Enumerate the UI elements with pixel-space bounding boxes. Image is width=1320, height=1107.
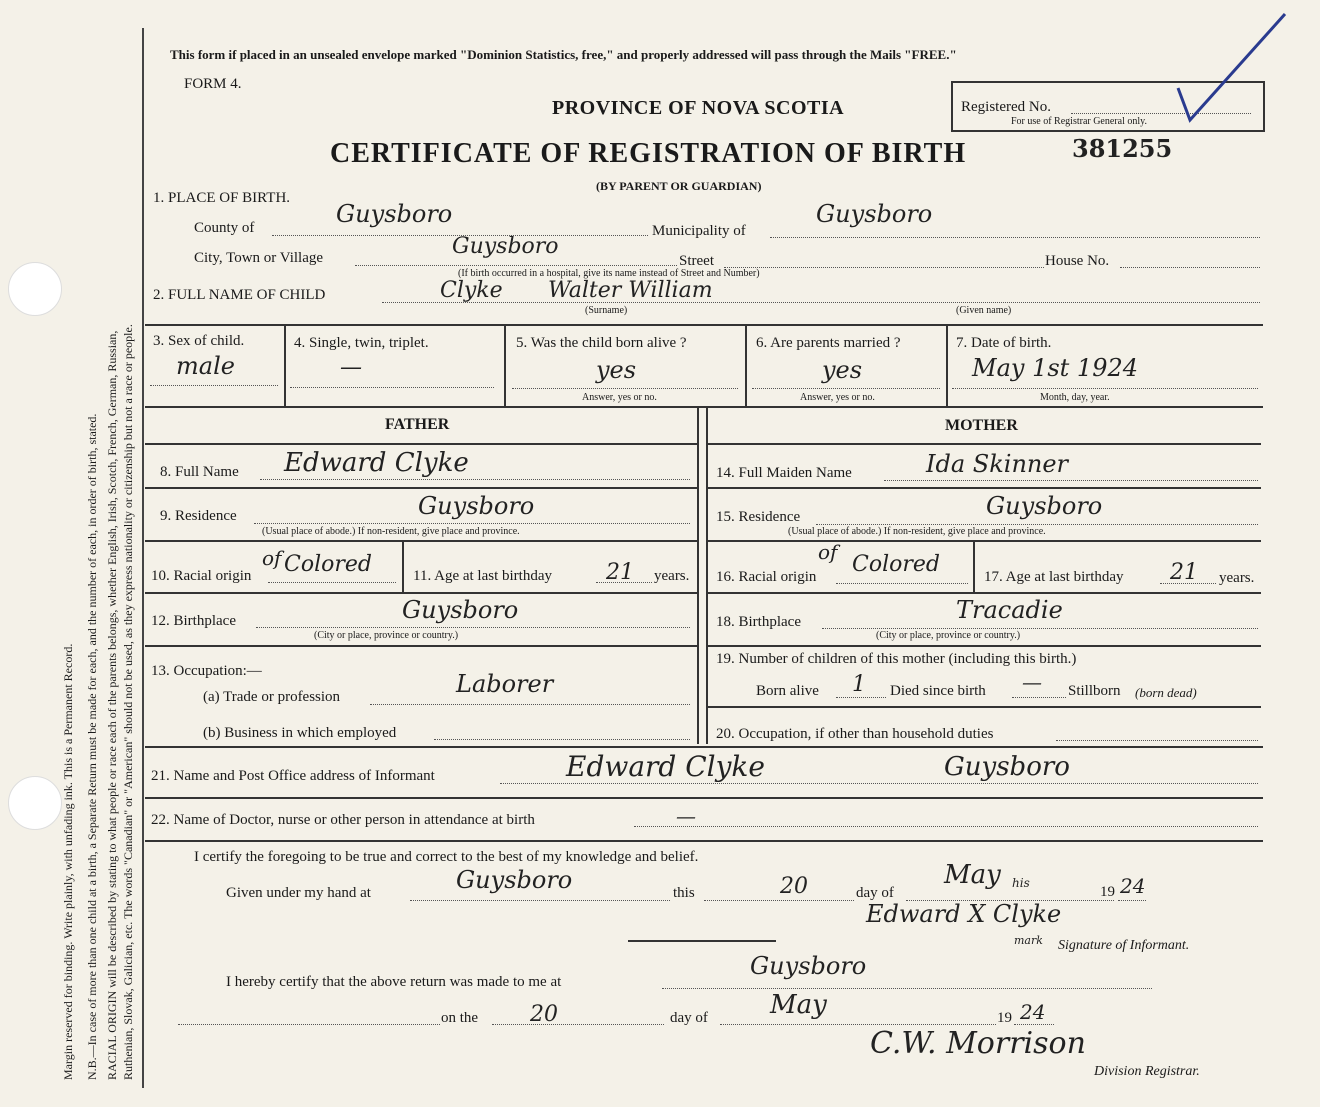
- rule: [145, 324, 1263, 326]
- rule: [402, 540, 404, 592]
- rule: [145, 840, 1263, 842]
- child-name-label: 2. FULL NAME OF CHILD: [153, 287, 326, 303]
- father-race-line: [268, 582, 396, 583]
- street-label: Street: [679, 253, 714, 269]
- mother-birthplace-line: [822, 628, 1258, 629]
- on-the-lead-line: [178, 1024, 440, 1025]
- father-occupation-label: 13. Occupation:—: [151, 663, 262, 679]
- informant-address-value: Guysboro: [944, 752, 1070, 782]
- father-trade-label: (a) Trade or profession: [203, 689, 341, 705]
- father-residence-line: [254, 523, 690, 524]
- municipality-label: Municipality of: [652, 223, 746, 239]
- mother-residence-label: 15. Residence: [716, 509, 801, 525]
- rule: [145, 443, 697, 445]
- municipality-value: Guysboro: [816, 200, 933, 228]
- dob-value: May 1st 1924: [972, 354, 1139, 382]
- died-since-birth-line: [1012, 697, 1066, 698]
- mother-children-label: 19. Number of children of this mother (including this birth.): [716, 651, 1077, 667]
- born-alive-count-line: [836, 697, 886, 698]
- rule: [145, 746, 1263, 748]
- mother-heading: MOTHER: [945, 417, 1018, 434]
- born-alive-count-label: Born alive: [756, 683, 819, 699]
- informant-sig-mark: mark: [1014, 934, 1043, 947]
- father-race-value: Colored: [284, 552, 372, 577]
- father-business-label: (b) Business in which employed: [203, 725, 397, 741]
- county-value: Guysboro: [336, 200, 453, 228]
- registrar-year-line: [1014, 1024, 1054, 1025]
- rule: [708, 443, 1261, 445]
- parents-married-label: 6. Are parents married ?: [756, 335, 901, 351]
- margin-line: RACIAL ORIGIN will be described by stating to what people or race each of the parents belongs, whether English, Irish, Scotch, French, German, Russian,: [105, 330, 119, 1080]
- year-line: [1118, 900, 1146, 901]
- mother-birthplace-value: Tracadie: [956, 596, 1063, 624]
- child-surname-value: Clyke: [440, 278, 503, 303]
- born-alive-line: [512, 388, 738, 389]
- house-no-line: [1120, 267, 1260, 268]
- father-birthplace-label: 12. Birthplace: [151, 613, 236, 629]
- father-residence-note: (Usual place of abode.) If non-resident, give place and province.: [262, 526, 520, 537]
- dob-label: 7. Date of birth.: [956, 335, 1052, 351]
- rule: [628, 940, 776, 942]
- this-label: this: [673, 885, 695, 901]
- year-prefix-label: 19: [1100, 884, 1115, 900]
- registrar-day-of-label: day of: [670, 1010, 708, 1026]
- signature-of-informant-label: Signature of Informant.: [1058, 938, 1190, 953]
- born-alive-value: yes: [596, 356, 637, 384]
- sex-value: male: [176, 352, 235, 380]
- rule: [504, 324, 506, 406]
- registered-no-label: Registered No.: [961, 99, 1051, 115]
- father-trade-value: Laborer: [456, 670, 554, 698]
- margin-notes-3: [104, 331, 120, 1080]
- rule: [145, 797, 1263, 799]
- rule: [145, 406, 1263, 408]
- informant-name-value: Edward Clyke: [566, 750, 765, 783]
- father-name-value: Edward Clyke: [284, 448, 469, 478]
- given-under-label: Given under my hand at: [226, 885, 371, 901]
- street-line: [724, 267, 1044, 268]
- sex-line: [150, 385, 278, 386]
- father-birthplace-value: Guysboro: [402, 596, 519, 624]
- mother-years-label: years.: [1219, 570, 1255, 586]
- stillborn-note: (born dead): [1135, 685, 1197, 700]
- father-residence-value: Guysboro: [418, 492, 535, 520]
- registrar-day-line: [492, 1024, 664, 1025]
- father-age-value: 21: [606, 560, 634, 585]
- year-value: 24: [1120, 874, 1146, 898]
- mother-race-line: [836, 583, 968, 584]
- form-number: FORM 4.: [184, 76, 242, 92]
- mother-name-label: 14. Full Maiden Name: [716, 465, 852, 481]
- rule: [145, 645, 697, 647]
- county-label: County of: [194, 220, 255, 236]
- mother-residence-note: (Usual place of abode.) If non-resident, give place and province.: [788, 526, 1046, 537]
- parents-married-note: Answer, yes or no.: [800, 392, 875, 403]
- informant-label: 21. Name and Post Office address of Informant: [151, 768, 435, 784]
- city-line: [355, 265, 677, 266]
- house-no-label: House No.: [1045, 253, 1110, 269]
- rule: [706, 406, 708, 744]
- mother-race-label: 16. Racial origin: [716, 569, 817, 585]
- mother-age-label: 17. Age at last birthday: [984, 569, 1124, 585]
- mother-name-line: [884, 480, 1258, 481]
- municipality-line: [770, 237, 1260, 238]
- mother-residence-line: [816, 524, 1258, 525]
- registrar-year-value: 24: [1020, 1000, 1046, 1024]
- margin-notes: [60, 644, 76, 1080]
- margin-notes-2: [84, 414, 100, 1080]
- rule: [973, 540, 975, 592]
- father-age-label: 11. Age at last birthday: [413, 568, 552, 584]
- born-alive-label: 5. Was the child born alive ?: [516, 335, 687, 351]
- sex-label: 3. Sex of child.: [153, 333, 245, 349]
- doctor-line: [634, 826, 1258, 827]
- registrar-month-value: May: [770, 990, 827, 1020]
- day-of-label: day of: [856, 885, 894, 901]
- doctor-value: —: [676, 804, 696, 828]
- stillborn-label: Stillborn: [1068, 683, 1121, 699]
- mail-notice: This form if placed in an unsealed envelope marked "Dominion Statistics, free," and properly addressed will pass through the Mails "FREE.": [170, 47, 957, 62]
- given-name-note: (Given name): [956, 305, 1012, 316]
- child-name-line: [382, 302, 1260, 303]
- parents-married-line: [752, 388, 940, 389]
- rule: [708, 645, 1261, 647]
- binding-hole-top: [8, 262, 62, 316]
- rule: [745, 324, 747, 406]
- given-place-value: Guysboro: [456, 866, 573, 894]
- father-trade-line: [370, 704, 690, 705]
- single-twin-value: —: [340, 355, 362, 380]
- division-registrar-label: Division Registrar.: [1094, 1064, 1200, 1079]
- father-race-label: 10. Racial origin: [151, 568, 252, 584]
- certify-statement: I certify the foregoing to be true and correct to the best of my knowledge and belief.: [194, 849, 699, 865]
- father-name-label: 8. Full Name: [160, 464, 239, 480]
- surname-note: (Surname): [585, 305, 628, 316]
- doctor-label: 22. Name of Doctor, nurse or other person in attendance at birth: [151, 812, 535, 828]
- father-heading: FATHER: [385, 416, 450, 433]
- father-business-line: [434, 739, 690, 740]
- binding-hole-bottom: [8, 776, 62, 830]
- rule: [708, 487, 1261, 489]
- child-given-value: Walter William: [548, 278, 713, 303]
- registrar-place-line: [662, 988, 1152, 989]
- margin-notes-4: [120, 324, 136, 1080]
- died-since-birth-label: Died since birth: [890, 683, 986, 699]
- registrar-day-value: 20: [530, 1002, 558, 1027]
- mother-race-prefix: of: [818, 540, 838, 564]
- rule: [946, 324, 948, 406]
- mother-birthplace-label: 18. Birthplace: [716, 614, 801, 630]
- single-twin-label: 4. Single, twin, triplet.: [294, 335, 429, 351]
- mother-residence-value: Guysboro: [986, 492, 1103, 520]
- rule: [145, 592, 697, 594]
- mother-age-value: 21: [1170, 560, 1198, 585]
- place-of-birth-heading: 1. PLACE OF BIRTH.: [153, 190, 291, 206]
- father-birthplace-note: (City or place, province or country.): [314, 630, 459, 641]
- margin-line: N.B.—In case of more than one child at a birth, a Separate Return must be made for each, and the number of each, in order of birth, stated.: [85, 413, 99, 1080]
- mother-name-value: Ida Skinner: [926, 450, 1069, 478]
- father-birthplace-line: [256, 627, 690, 628]
- registrar-month-line: [720, 1024, 996, 1025]
- mother-occupation-label: 20. Occupation, if other than household duties: [716, 726, 994, 742]
- dob-note: Month, day, year.: [1040, 392, 1110, 403]
- informant-sig-his: his: [1012, 876, 1030, 890]
- city-label: City, Town or Village: [194, 250, 324, 266]
- born-alive-count-value: 1: [852, 672, 866, 697]
- father-race-prefix: of: [262, 546, 282, 570]
- province-heading: PROVINCE OF NOVA SCOTIA: [552, 97, 845, 119]
- rule: [697, 406, 699, 744]
- city-value: Guysboro: [452, 234, 559, 259]
- margin-line: Margin reserved for binding. Write plainly, with unfading ink. This is a Permanent Record.: [61, 643, 75, 1080]
- margin-line: Ruthenian, Slovak, Galician, etc. The words "Canadian" or "American" should not be used, as they express nationality or citizenship but not a race or people.: [121, 324, 135, 1080]
- margin-border: [142, 28, 144, 1088]
- born-alive-note: Answer, yes or no.: [582, 392, 657, 403]
- mother-occupation-line: [1056, 740, 1258, 741]
- month-value: May: [944, 860, 1001, 890]
- registrar-statement: I hereby certify that the above return was made to me at: [226, 974, 562, 990]
- registered-no-note: For use of Registrar General only.: [1011, 116, 1147, 127]
- father-name-line: [260, 479, 690, 480]
- certificate-title: CERTIFICATE OF REGISTRATION OF BIRTH: [330, 138, 967, 169]
- registrar-signature: C.W. Morrison: [870, 1026, 1086, 1061]
- given-place-line: [410, 900, 670, 901]
- informant-signature: Edward X Clyke: [866, 900, 1062, 928]
- rule: [284, 324, 286, 406]
- died-since-birth-value: —: [1022, 670, 1042, 694]
- father-years-label: years.: [654, 568, 690, 584]
- hospital-note: (If birth occurred in a hospital, give its name instead of Street and Number): [458, 268, 760, 279]
- informant-line: [500, 783, 1258, 784]
- registrar-place-value: Guysboro: [750, 952, 867, 980]
- parents-married-value: yes: [822, 356, 863, 384]
- checkmark-icon: [1170, 10, 1290, 130]
- day-line: [704, 900, 854, 901]
- mother-birthplace-note: (City or place, province or country.): [876, 630, 1021, 641]
- rule: [708, 706, 1261, 708]
- day-value: 20: [780, 874, 808, 899]
- rule: [708, 540, 1261, 542]
- rule: [145, 540, 697, 542]
- registration-stamp-number: 381255: [1072, 134, 1173, 163]
- father-residence-label: 9. Residence: [160, 508, 237, 524]
- on-the-label: on the: [441, 1010, 479, 1026]
- mother-race-value: Colored: [852, 552, 940, 577]
- rule: [145, 487, 697, 489]
- dob-line: [952, 388, 1258, 389]
- certificate-subtitle: (BY PARENT OR GUARDIAN): [596, 179, 762, 193]
- single-twin-line: [290, 387, 494, 388]
- registrar-year-prefix-label: 19: [997, 1010, 1012, 1026]
- rule: [708, 592, 1261, 594]
